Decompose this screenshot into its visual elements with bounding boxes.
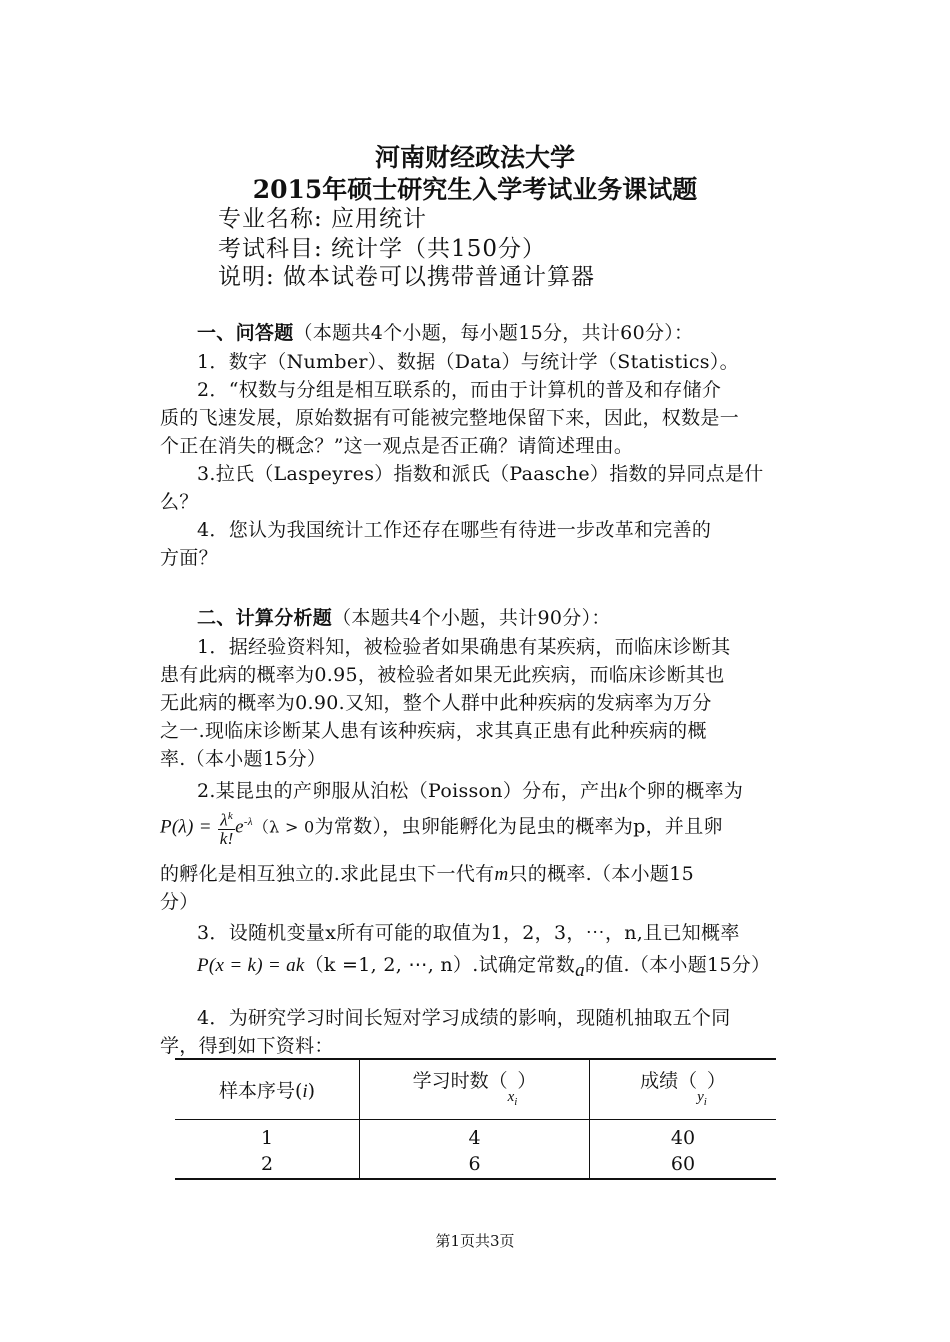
- table-row: [175, 1119, 776, 1149]
- page-footer: 第1页共3页: [435, 1232, 515, 1250]
- header-x-var-letter: x: [507, 1089, 515, 1105]
- section1-note: （本题共4个小题，每小题15分，共计60分）：: [293, 322, 694, 344]
- header-score-text: 成绩（: [640, 1070, 698, 1092]
- s2-q1-line5: 率.（本小题15分）: [160, 748, 327, 770]
- s2-q1-line1: 1．据经验资料知，被检验者如果确患有某疾病，而临床诊断其: [197, 636, 731, 658]
- exam-subject: 考试科目: 统计学（共150分）: [218, 236, 546, 262]
- s2-q3-line2: [197, 950, 770, 982]
- poisson-num: λ: [220, 810, 228, 830]
- header-y-var-letter: y: [697, 1089, 704, 1105]
- header-study-hours-end: ）: [517, 1070, 537, 1092]
- s2-q2-line4: 分）: [160, 891, 199, 913]
- cell-score: 40: [670, 1127, 696, 1149]
- poisson-condition: （λ > 0: [252, 817, 315, 837]
- exam-title: 2015年硕士研究生入学考试业务课试题: [252, 175, 698, 204]
- s2-q3-line1: 3．设随机变量x所有可能的取值为1，2，3，⋯，n,且已知概率: [197, 922, 740, 944]
- s1-q1: 1．数字（Number）、数据（Data）与统计学（Statistics）。: [197, 351, 739, 373]
- header-sample-id-end: ): [307, 1079, 316, 1102]
- cell-id: 1: [175, 1119, 360, 1149]
- header-score: [590, 1059, 777, 1119]
- header-sample-id-var: i: [302, 1080, 308, 1102]
- s1-q2-line2: 质的飞速发展，原始数据有可能被完整地保留下来，因此，权数是一: [160, 407, 740, 429]
- header-y-var-sub: i: [703, 1096, 707, 1108]
- university-name: 河南财经政法大学: [374, 143, 575, 172]
- s2-q4-line2: 学，得到如下资料：: [160, 1035, 334, 1057]
- s2-q2-line2: [160, 808, 723, 847]
- s1-q2-line3: 个正在消失的概念？”这一观点是否正确？请简述理由。: [160, 435, 634, 457]
- cell-id: 2: [175, 1149, 360, 1179]
- s2-q4-line1: 4．为研究学习时间长短对学习成绩的影响，现随机抽取五个同: [197, 1007, 731, 1029]
- prob-formula: P(x = k) = ak: [197, 955, 305, 976]
- header-y-var: [697, 1089, 707, 1108]
- s1-q2-line1: 2．“权数与分组是相互联系的，而由于计算机的普及和存储介: [197, 379, 722, 401]
- var-k: k: [618, 781, 628, 802]
- s2-q3-line2-text-a: （k =1, 2, ⋯, n）.试确定常数: [304, 954, 576, 976]
- cell-hours: 4: [360, 1119, 590, 1149]
- s2-q2-line3: [160, 859, 694, 886]
- poisson-formula-lhs: P(λ) =: [160, 816, 212, 838]
- s2-q1-line4: 之一.现临床诊断某人患有该种疾病，求其真正患有此种疾病的概: [160, 720, 707, 742]
- s1-q3-line2: 么？: [160, 491, 199, 513]
- cell-score: 60: [670, 1152, 696, 1175]
- section2-note: （本题共4个小题，共计90分）：: [332, 607, 611, 629]
- s2-q3-line2-text-b: 的值.（本小题15分）: [584, 954, 771, 976]
- poisson-exp-sup: -λ: [243, 816, 253, 828]
- header-x-var: [507, 1089, 518, 1108]
- s2-q1-line2: 患有此病的概率为0.95，被检验者如果无此疾病，而临床诊断其也: [160, 664, 725, 686]
- header-sample-id: [175, 1059, 360, 1119]
- s2-q2-line1-text-a: 2.某昆虫的产卵服从泊松（Poisson）分布，产出: [197, 780, 619, 802]
- section2-heading: [197, 603, 611, 630]
- s1-q4-line1: 4．您认为我国统计工作还存在哪些有待进一步改革和完善的: [197, 519, 712, 541]
- table-row: [175, 1149, 776, 1179]
- s1-q3-line1: 3.拉氏（Laspeyres）指数和派氏（Paasche）指数的异同点是什: [197, 463, 764, 485]
- s1-q4-line2: 方面？: [160, 547, 218, 569]
- var-m: m: [494, 864, 509, 885]
- s2-q2-line2-text: 为常数），虫卵能孵化为昆虫的概率为p，并且卵: [314, 815, 723, 838]
- study-data-table: [175, 1058, 776, 1180]
- s2-q2-line1-text-b: 个卵的概率为: [627, 780, 744, 802]
- poisson-fraction: [218, 808, 235, 847]
- table-header-row: [175, 1059, 776, 1119]
- header-x-var-sub: i: [514, 1096, 518, 1108]
- poisson-den: k!: [219, 828, 234, 848]
- header-study-hours: [360, 1059, 590, 1119]
- var-a: a: [575, 960, 585, 981]
- header-score-end: ）: [706, 1070, 726, 1092]
- s2-q2-line3-text-b: 只的概率.（本小题15: [508, 863, 695, 885]
- s2-q2-line3-text-a: 的孵化是相互独立的.求此昆虫下一代有: [160, 863, 495, 885]
- poisson-num-sup: k: [227, 810, 234, 822]
- s2-q2-line1: [197, 776, 743, 803]
- section2-title: 二、计算分析题: [197, 607, 333, 629]
- section1-heading: [197, 318, 693, 345]
- header-study-hours-text: 学习时数（: [412, 1070, 508, 1092]
- cell-hours: 6: [360, 1149, 590, 1179]
- s2-q1-line3: 无此病的概率为0.90.又知，整个人群中此种疾病的发病率为万分: [160, 692, 712, 714]
- major-name: 专业名称: 应用统计: [218, 206, 428, 232]
- header-sample-id-text: 样本序号(: [218, 1079, 303, 1102]
- exam-note: 说明: 做本试卷可以携带普通计算器: [218, 264, 596, 290]
- section1-title: 一、问答题: [197, 322, 294, 344]
- poisson-exp: e: [235, 816, 244, 838]
